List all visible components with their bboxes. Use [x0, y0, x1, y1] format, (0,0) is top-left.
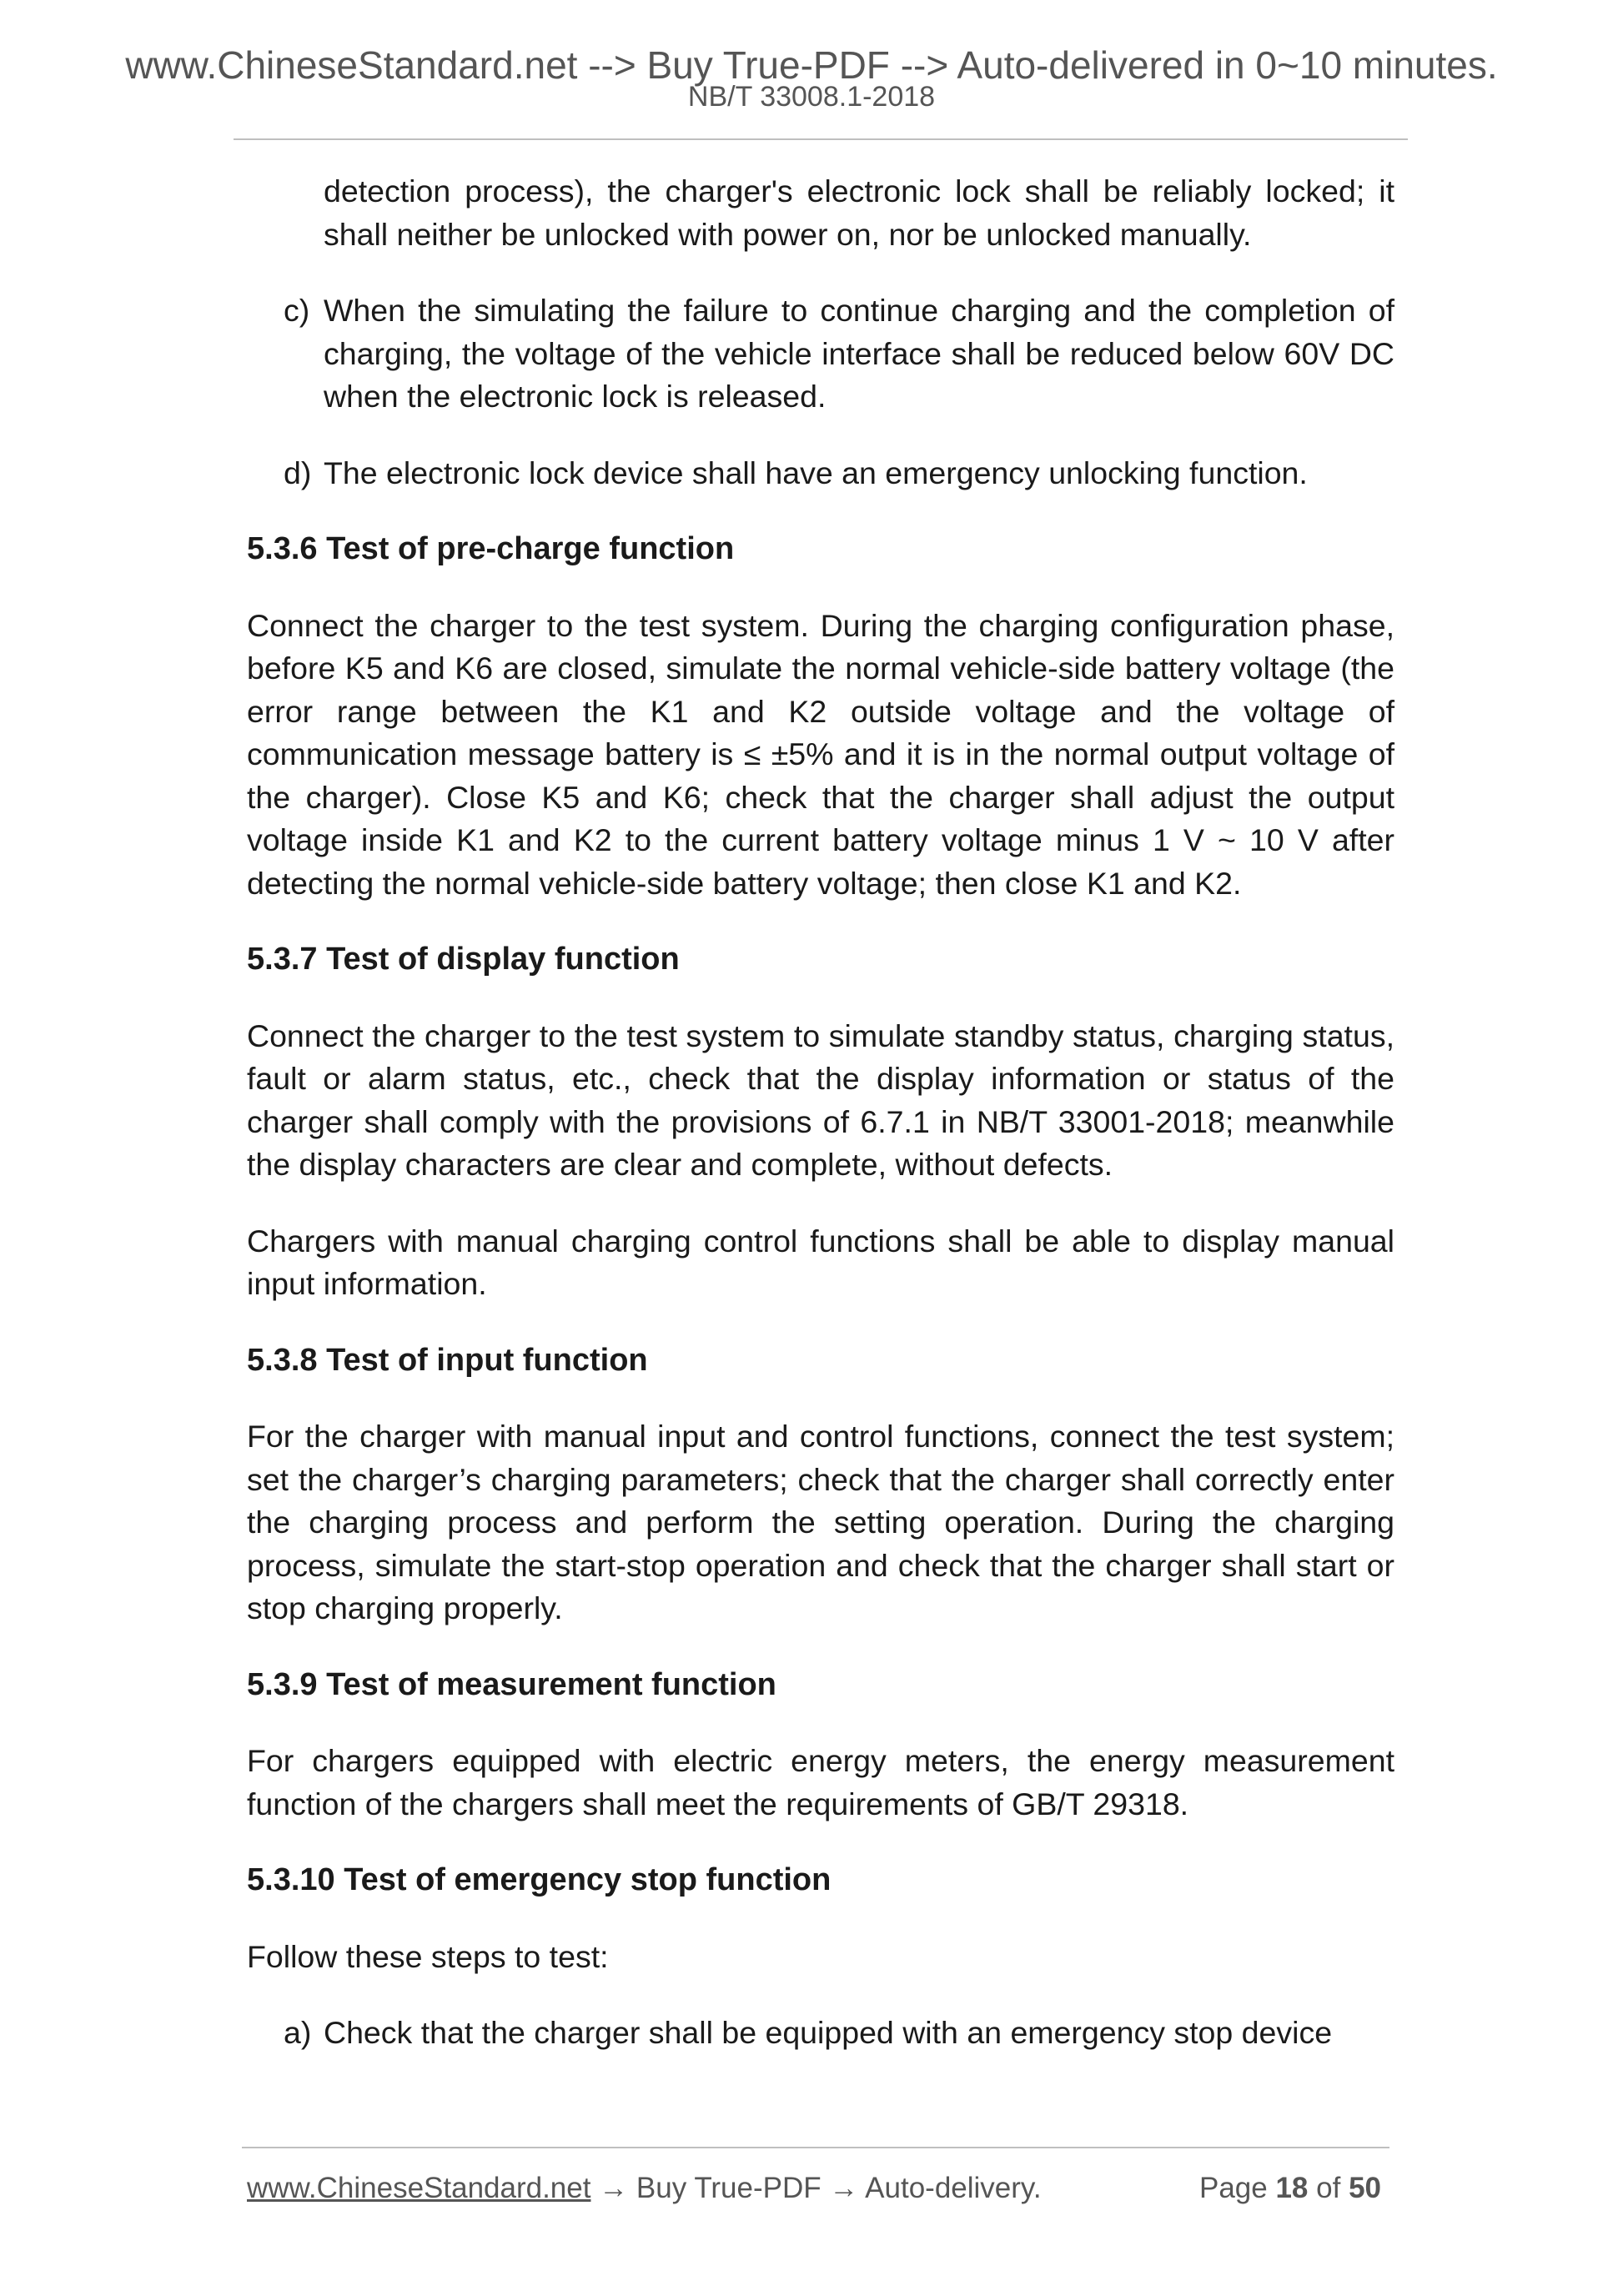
item-b-continuation: detection process), the charger's electronic lock shall be reliably locked; it shall neither be unlocked with power on, nor be unlocked manually. — [324, 173, 1394, 252]
list-text: Check that the charger shall be equipped with an emergency stop device — [324, 2015, 1333, 2050]
section-text-5-3-8: For the charger with manual input and control functions, connect the test system; set the charger’s charging parameters; check that the charger shall correctly enter the charging process and perform the setting operation. During the charging process, simulate the start-stop operation and check that the charger shall start or stop charging properly. — [247, 1419, 1394, 1625]
section-heading-5-3-9: 5.3.9 Test of measurement function — [247, 1666, 776, 1702]
list-item-c — [284, 289, 1394, 419]
section-text-5-3-7-b: Chargers with manual charging control functions shall be able to display manual input information. — [247, 1223, 1394, 1301]
section-heading-5-3-6: 5.3.6 Test of pre-charge function — [247, 531, 735, 566]
footer — [247, 2170, 1381, 2207]
list-text: When the simulating the failure to continue charging and the completion of charging, the voltage of the vehicle interface shall be reduced below 60V DC when the electronic lock is released. — [324, 293, 1394, 414]
page-total: 50 — [1349, 2172, 1381, 2204]
page-indicator — [1199, 2170, 1381, 2207]
standard-id: NB/T 33008.1-2018 — [687, 81, 936, 113]
footer-tagline: → Buy True-PDF → Auto-delivery. — [590, 2172, 1042, 2204]
section-heading-5-3-7: 5.3.7 Test of display function — [247, 942, 680, 977]
section-heading-5-3-8: 5.3.8 Test of input function — [247, 1342, 648, 1378]
list-item-d — [284, 452, 1394, 495]
list-text: The electronic lock device shall have an emergency unlocking function. — [324, 455, 1308, 490]
section-text-5-3-7-a: Connect the charger to the test system to simulate standby status, charging status, fault or alarm status, etc., check that the display information or status of the charger shall comply with the provisions of 6.7.1 in NB/T 33001-2018; meanwhile the display characters are clear and complete, without defects. — [247, 1017, 1394, 1182]
footer-site-link[interactable]: www.ChineseStandard.net — [247, 2172, 591, 2204]
list-label: a) — [284, 2015, 312, 2050]
list-label: c) — [284, 293, 310, 328]
section-text-5-3-9: For chargers equipped with electric energy meters, the energy measurement function of the chargers shall meet the requirements of GB/T 29318. — [247, 1743, 1394, 1821]
header-divider — [234, 138, 1408, 140]
section-heading-5-3-10: 5.3.10 Test of emergency stop function — [247, 1862, 832, 1897]
of-word: of — [1316, 2172, 1341, 2204]
page-number: 18 — [1275, 2172, 1309, 2204]
list-label: d) — [284, 455, 312, 490]
section-intro-5-3-10: Follow these steps to test: — [247, 1938, 609, 1974]
header-banner: www.ChineseStandard.net --> Buy True-PDF --> Auto-delivered in 0~10 minutes. — [125, 43, 1498, 87]
footer-divider — [242, 2147, 1389, 2148]
list-item-a — [284, 2012, 1394, 2055]
section-text-5-3-6: Connect the charger to the test system. During the charging configuration phase, before K5 and K6 are closed, simulate the normal vehicle-side battery voltage (the error range between the K1 and K2 outside voltage and the voltage of communication message battery is ≤ ±5% and it is in the normal output voltage of the charger). Close K5 and K6; check that the charger shall adjust the output voltage inside K1 and K2 to the current battery voltage minus 1 V ~ 10 V after detecting the normal vehicle-side battery voltage; then close K1 and K2. — [247, 607, 1394, 901]
page-word: Page — [1198, 2172, 1268, 2204]
page-content — [247, 170, 1394, 2088]
